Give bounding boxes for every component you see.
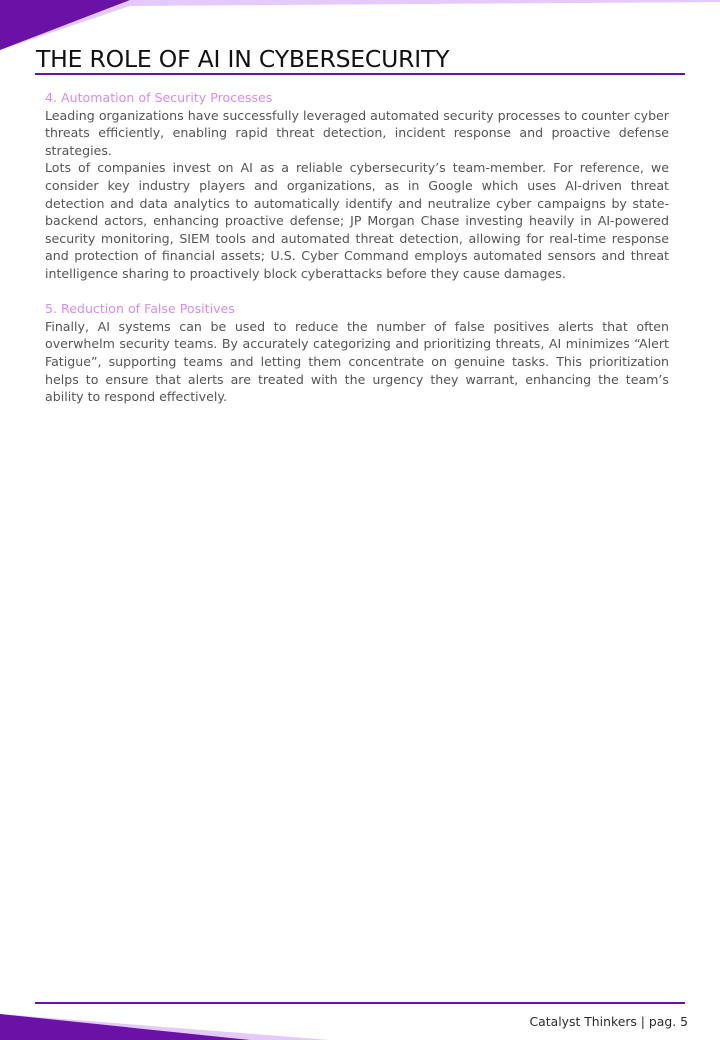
paragraph-false-positives: Finally, AI systems can be used to reduce the number of false positives alerts that often overwhelm security teams. By accurately categorizing and prioritizing threats, AI minimizes “Alert Fatigue”, supporting teams and letting them concentrate on genuine tasks. This prioritization helps to ensure that alerts are treated with the urgency they warrant, enhancing the team’s ability to respond effectively. bbox=[45, 318, 669, 405]
section-automation bbox=[45, 89, 669, 283]
footer-rule bbox=[35, 1002, 685, 1004]
header-corner-decoration bbox=[0, 0, 720, 50]
section-heading-false-positives: 5. Reduction of False Positives bbox=[45, 301, 235, 317]
page-title: THE ROLE OF AI IN CYBERSECURITY bbox=[36, 45, 450, 73]
section-false-positives bbox=[45, 300, 669, 406]
section-spacer bbox=[45, 283, 669, 301]
paragraph-automation-intro: Leading organizations have successfully leveraged automated security processes to counter cyber threats efficiently, enabling rapid threat detection, incident response and proactive defense strategies. bbox=[45, 107, 669, 158]
paragraph-automation-examples: Lots of companies invest on AI as a reliable cybersecurity’s team-member. For reference, we consider key industry players and organizations, as in Google which uses AI-driven threat detection and data analytics to automatically identify and neutralize cyber campaigns by state-backend actors, enhancing proactive defense; JP Morgan Chase investing heavily in AI-powered security monitoring, SIEM tools and automated threat detection, allowing for real-time response and protection of financial assets; U.S. Cyber Command employs automated sensors and threat intelligence sharing to proactively block cyberattacks before they cause damages. bbox=[45, 160, 669, 281]
document-body bbox=[45, 89, 669, 406]
footer-page-label: Catalyst Thinkers | pag. 5 bbox=[529, 1014, 688, 1029]
footer-corner-decoration bbox=[0, 1014, 330, 1040]
title-underline bbox=[35, 73, 685, 75]
section-heading-automation: 4. Automation of Security Processes bbox=[45, 90, 273, 105]
